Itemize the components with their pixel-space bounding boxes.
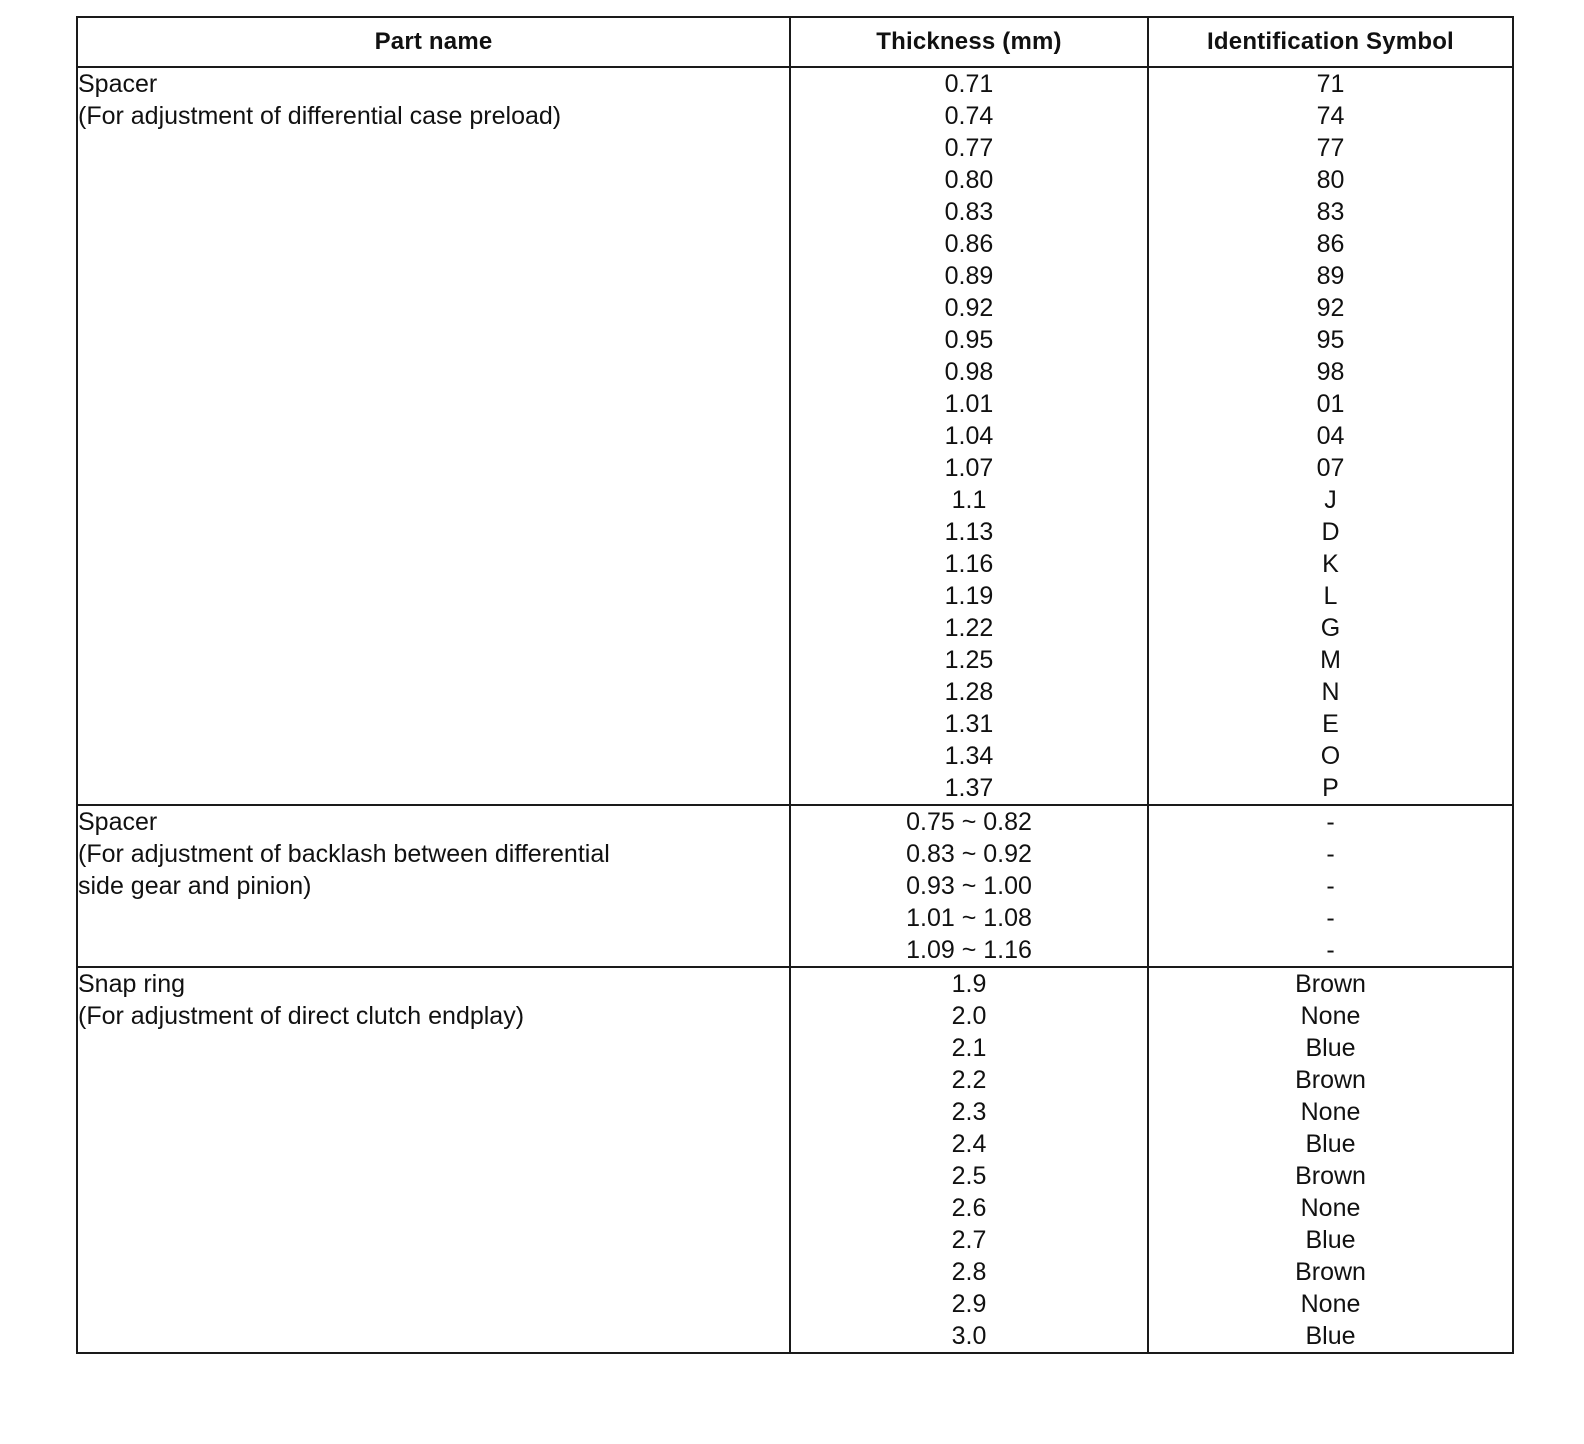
identification-symbol-value: E [1322, 710, 1339, 738]
identification-symbol-value: 77 [1316, 134, 1345, 162]
identification-symbol-value: Brown [1295, 1162, 1366, 1190]
thickness-value: 1.13 [944, 518, 994, 546]
identification-symbol-value: - [1326, 872, 1335, 900]
identification-symbol-value: Blue [1305, 1034, 1356, 1062]
thickness-value: 1.25 [944, 646, 994, 674]
identification-symbol-value: 01 [1316, 390, 1345, 418]
header-identification-symbol: Identification Symbol [1148, 17, 1513, 67]
thickness-value: 0.74 [944, 102, 994, 130]
header-thickness: Thickness (mm) [790, 17, 1148, 67]
part-note: (For adjustment of differential case preload) [78, 102, 562, 130]
thickness-value: 0.98 [944, 358, 994, 386]
identification-symbol-value: Brown [1295, 1066, 1366, 1094]
thickness-value: 2.1 [951, 1034, 987, 1062]
thickness-value: 1.01 ~ 1.08 [906, 904, 1032, 932]
identification-symbol-value: Blue [1305, 1226, 1356, 1254]
identification-symbol-value: Blue [1305, 1130, 1356, 1158]
thickness-value: 0.89 [944, 262, 994, 290]
identification-symbol-value: 74 [1316, 102, 1345, 130]
thickness-value: 0.80 [944, 166, 994, 194]
identification-symbol-value: J [1324, 486, 1337, 514]
thickness-value: 0.77 [944, 134, 994, 162]
identification-symbol-value: None [1300, 1194, 1361, 1222]
identification-symbol-value: - [1326, 840, 1335, 868]
identification-symbol-value: 83 [1316, 198, 1345, 226]
identification-symbol-value: - [1326, 936, 1335, 964]
identification-symbol-value: Brown [1295, 970, 1366, 998]
part-cell [77, 967, 790, 1353]
part-cell [77, 805, 790, 967]
identification-symbol-value: D [1321, 518, 1340, 546]
thickness-value: 1.07 [944, 454, 994, 482]
identification-symbol-value: G [1320, 614, 1341, 642]
thickness-value: 2.2 [951, 1066, 987, 1094]
thickness-value: 1.28 [944, 678, 994, 706]
part-name: Spacer [78, 70, 158, 98]
identification-symbol-value: - [1326, 904, 1335, 932]
thickness-value: 2.8 [951, 1258, 987, 1286]
part-note-continued: side gear and pinion) [78, 872, 312, 900]
group-row-backlash-spacer [77, 805, 1513, 967]
identification-symbol-value: None [1300, 1290, 1361, 1318]
identification-symbol-value: 95 [1316, 326, 1345, 354]
thickness-value: 0.71 [944, 70, 994, 98]
thickness-value: 0.83 [944, 198, 994, 226]
header-part-name: Part name [77, 17, 790, 67]
part-cell [77, 67, 790, 805]
thickness-value: 1.22 [944, 614, 994, 642]
thickness-value: 3.0 [951, 1322, 987, 1350]
identification-symbol-value: None [1300, 1002, 1361, 1030]
thickness-value: 1.1 [951, 486, 987, 514]
part-name: Snap ring [78, 970, 186, 998]
thickness-cell [790, 67, 1148, 805]
thickness-value: 1.19 [944, 582, 994, 610]
symbol-cell [1148, 67, 1513, 805]
identification-symbol-value: N [1321, 678, 1340, 706]
identification-symbol-value: 71 [1316, 70, 1345, 98]
thickness-value: 0.93 ~ 1.00 [906, 872, 1032, 900]
thickness-value: 1.01 [944, 390, 994, 418]
thickness-value: 1.04 [944, 422, 994, 450]
part-note: (For adjustment of direct clutch endplay) [78, 1002, 525, 1030]
symbol-cell [1148, 805, 1513, 967]
identification-symbol-value: 86 [1316, 230, 1345, 258]
identification-symbol-value: Blue [1305, 1322, 1356, 1350]
identification-symbol-value: P [1322, 774, 1339, 802]
thickness-value: 0.83 ~ 0.92 [906, 840, 1032, 868]
identification-symbol-value: 07 [1316, 454, 1345, 482]
identification-symbol-value: None [1300, 1098, 1361, 1126]
thickness-value: 2.6 [951, 1194, 987, 1222]
part-name: Spacer [78, 808, 158, 836]
part-note: (For adjustment of backlash between differential [78, 840, 610, 868]
thickness-value: 1.34 [944, 742, 994, 770]
identification-symbol-value: 04 [1316, 422, 1345, 450]
header-row [77, 17, 1513, 67]
spec-sheet [76, 16, 1512, 1354]
identification-symbol-value: 92 [1316, 294, 1345, 322]
thickness-value: 2.0 [951, 1002, 987, 1030]
thickness-cell [790, 805, 1148, 967]
identification-symbol-value: - [1326, 808, 1335, 836]
thickness-value: 2.9 [951, 1290, 987, 1318]
identification-symbol-value: 98 [1316, 358, 1345, 386]
thickness-value: 0.92 [944, 294, 994, 322]
identification-symbol-value: Brown [1295, 1258, 1366, 1286]
thickness-cell [790, 967, 1148, 1353]
identification-symbol-value: 89 [1316, 262, 1345, 290]
thickness-value: 1.16 [944, 550, 994, 578]
group-row-snap-ring [77, 967, 1513, 1353]
thickness-value: 1.31 [944, 710, 994, 738]
thickness-spec-table [76, 16, 1514, 1354]
group-row-differential-case-spacer [77, 67, 1513, 805]
thickness-value: 0.95 [944, 326, 994, 354]
thickness-value: 2.7 [951, 1226, 987, 1254]
thickness-value: 2.3 [951, 1098, 987, 1126]
thickness-value: 2.4 [951, 1130, 987, 1158]
identification-symbol-value: K [1322, 550, 1339, 578]
thickness-value: 1.37 [944, 774, 994, 802]
identification-symbol-value: 80 [1316, 166, 1345, 194]
symbol-cell [1148, 967, 1513, 1353]
identification-symbol-value: L [1323, 582, 1338, 610]
identification-symbol-value: O [1320, 742, 1341, 770]
thickness-value: 1.9 [951, 970, 987, 998]
identification-symbol-value: M [1320, 646, 1341, 674]
thickness-value: 2.5 [951, 1162, 987, 1190]
thickness-value: 1.09 ~ 1.16 [906, 936, 1032, 964]
thickness-value: 0.75 ~ 0.82 [906, 808, 1032, 836]
thickness-value: 0.86 [944, 230, 994, 258]
